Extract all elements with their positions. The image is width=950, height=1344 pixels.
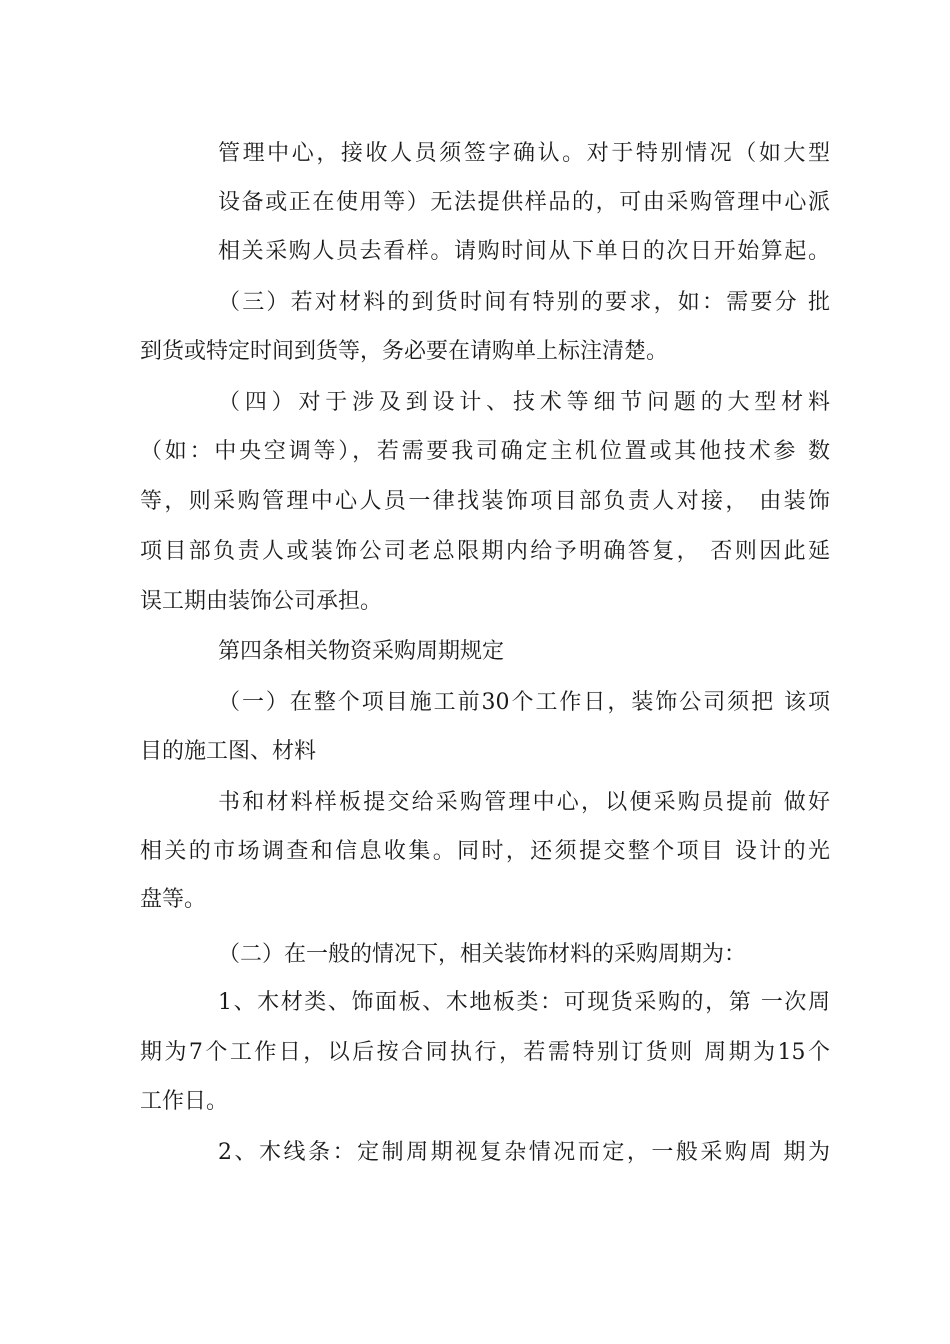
text-line-6: （四）对于涉及到设计、技术等细节问题的大型材料 — [218, 390, 830, 415]
text-line-21: 2、木线条：定制周期视复杂情况而定，一般采购周 期为 — [218, 1140, 830, 1165]
text-line-15: 相关的市场调查和信息收集。同时，还须提交整个项目 设计的光 — [140, 839, 830, 864]
text-line-4: （三）若对材料的到货时间有特别的要求，如：需要分 批 — [218, 290, 830, 315]
text-line-16: 盘等。 — [140, 887, 207, 912]
text-line-8: 等，则采购管理中心人员一律找装饰项目部负责人对接， 由装饰 — [140, 489, 830, 514]
text-line-13: 目的施工图、材料 — [140, 739, 317, 764]
text-line-2: 设备或正在使用等）无法提供样品的，可由采购管理中心派 — [218, 190, 830, 215]
text-line-19: 期为7个工作日，以后按合同执行，若需特别订货则 周期为15个 — [140, 1040, 830, 1065]
text-line-17: （二）在一般的情况下，相关装饰材料的采购周期为： — [218, 942, 747, 967]
text-line-5: 到货或特定时间到货等，务必要在请购单上标注清楚。 — [140, 339, 669, 364]
text-line-10: 误工期由装饰公司承担。 — [140, 589, 383, 614]
text-line-3: 相关采购人员去看样。请购时间从下单日的次日开始算起。 — [218, 239, 830, 264]
text-line-14: 书和材料样板提交给采购管理中心，以便采购员提前 做好 — [218, 790, 830, 815]
section-heading: 第四条相关物资采购周期规定 — [218, 639, 505, 664]
text-line-20: 工作日。 — [140, 1089, 229, 1114]
text-line-7: （如：中央空调等），若需要我司确定主机位置或其他技术参 数 — [140, 439, 830, 464]
text-line-1: 管理中心，接收人员须签字确认。对于特别情况（如大型 — [218, 141, 830, 166]
text-line-9: 项目部负责人或装饰公司老总限期内给予明确答复， 否则因此延 — [140, 539, 830, 564]
text-line-18: 1、木材类、饰面板、木地板类：可现货采购的，第 一次周 — [218, 990, 830, 1015]
text-line-12: （一）在整个项目施工前30个工作日，装饰公司须把 该项 — [218, 690, 830, 715]
